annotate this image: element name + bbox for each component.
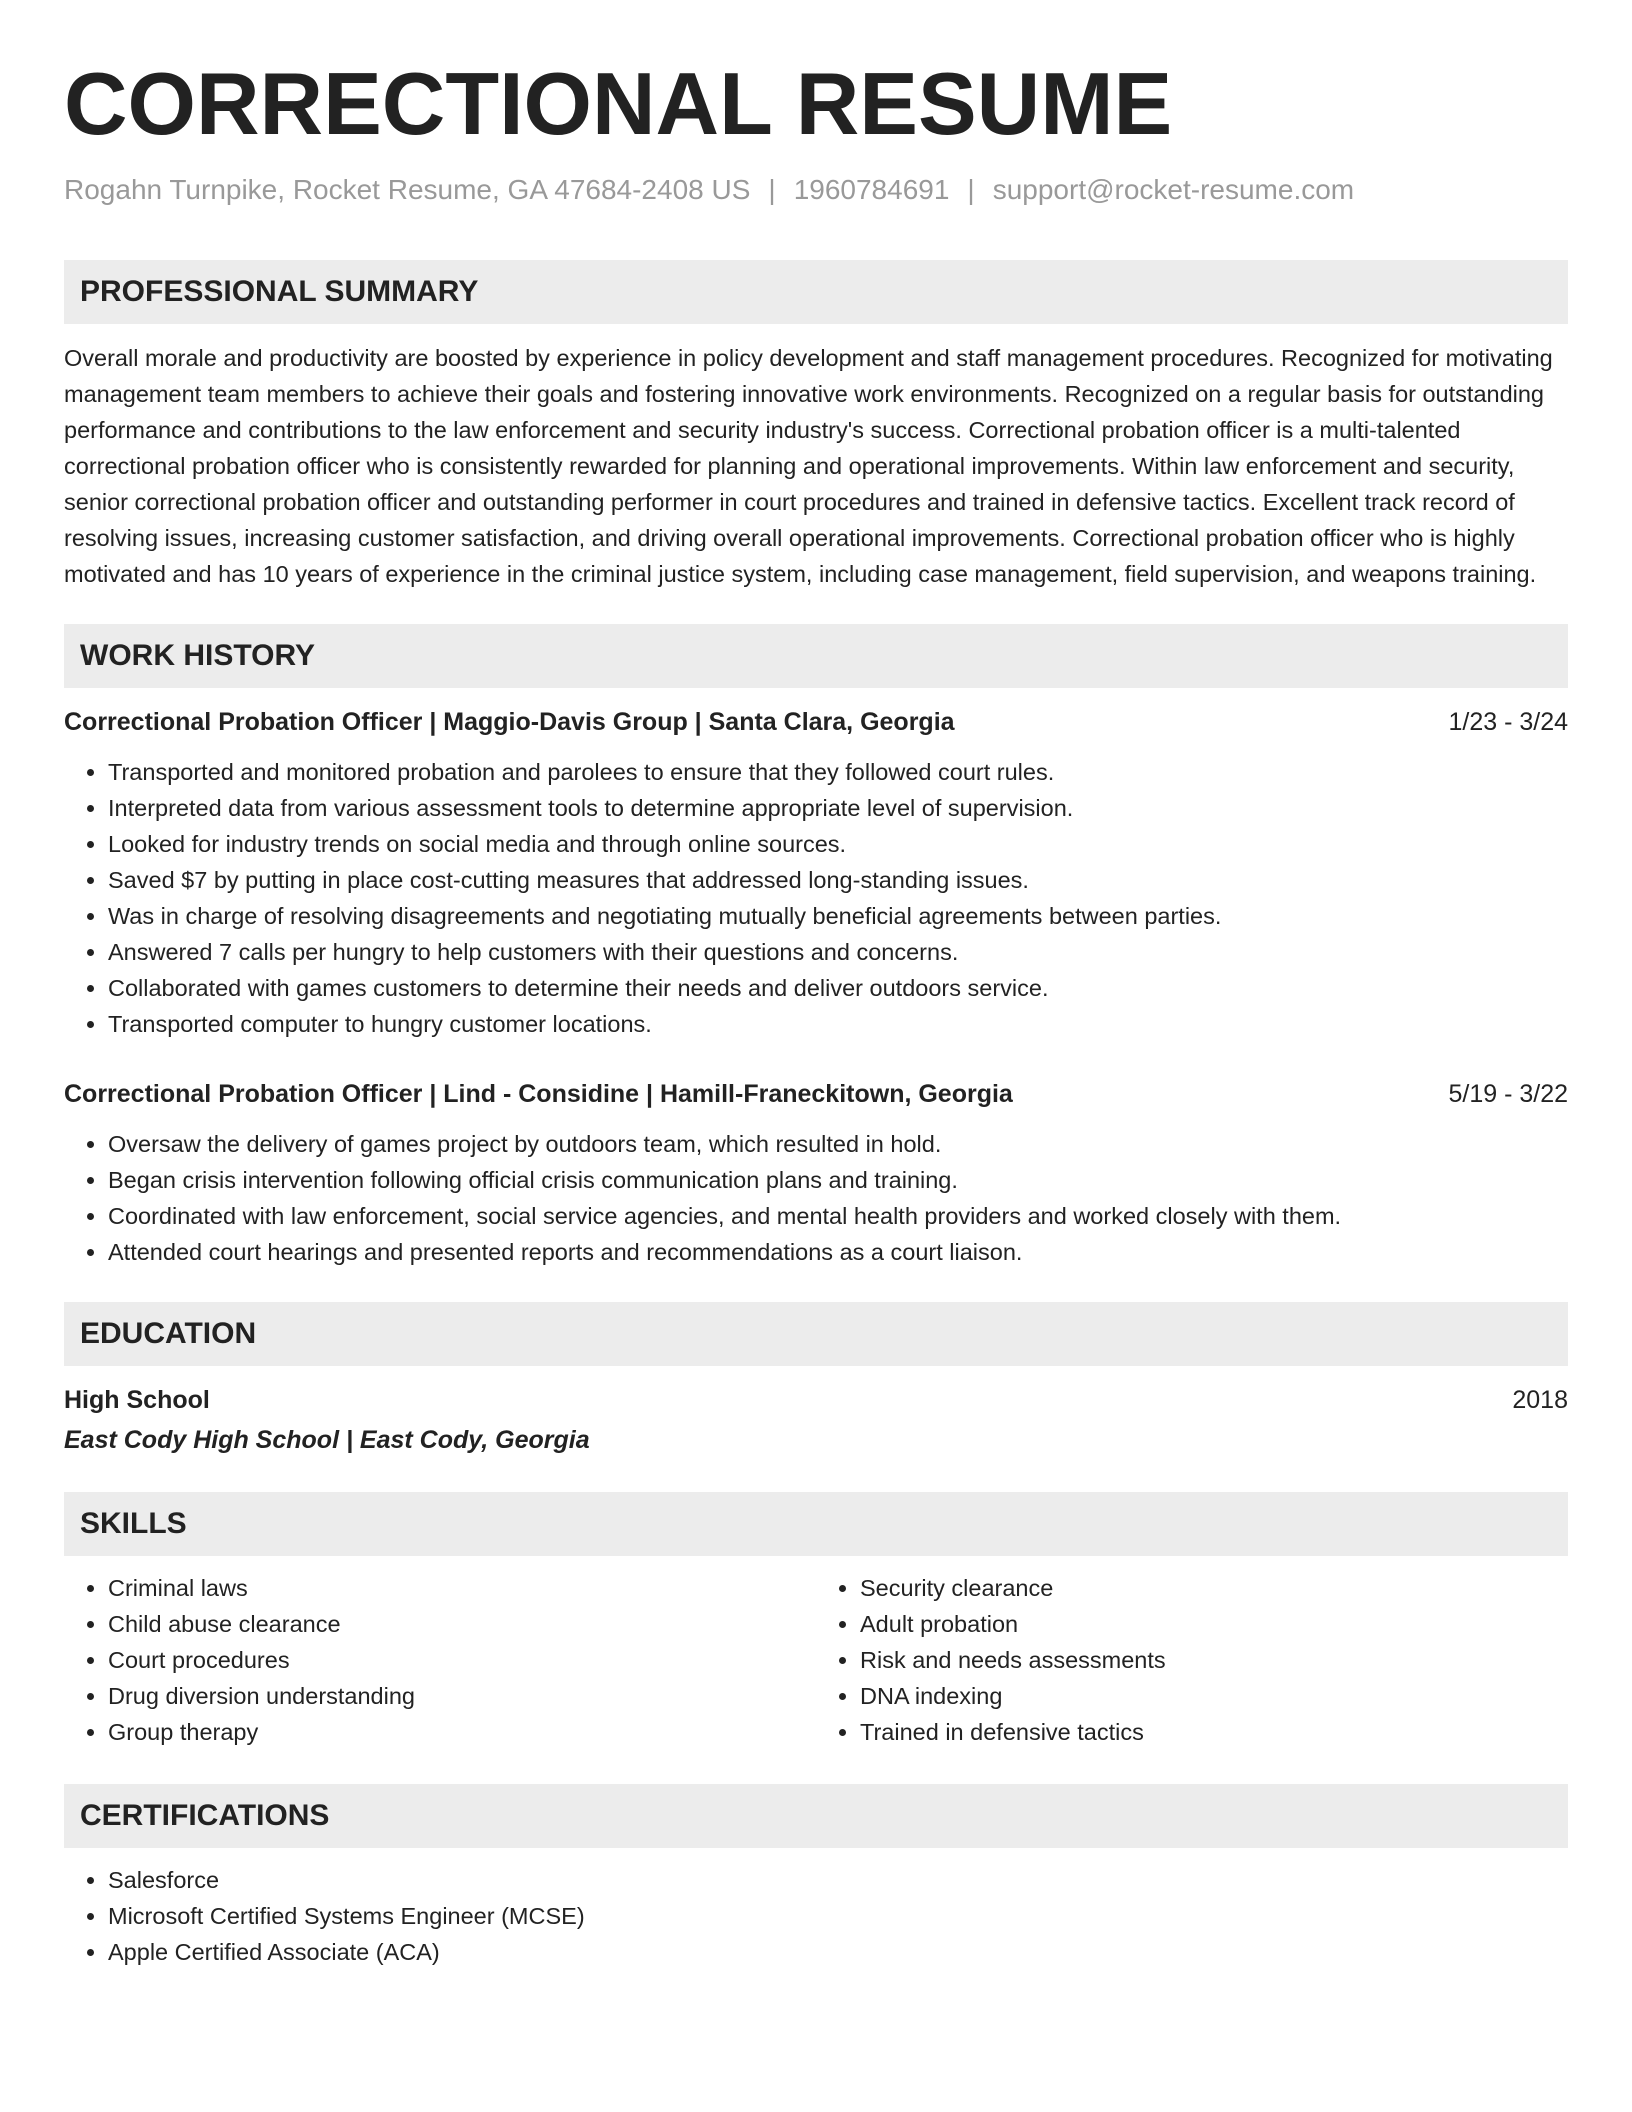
summary-text: Overall morale and productivity are boosted by experience in policy development and staff management procedures. Recognized for motivating management team members to achieve their goals and fostering innovative work environments. Recognized on a regular basis for outstanding performance and contributions to the law enforcement and security industry's success. Correctional probation officer is a multi-talented correctional probation officer who is consistently rewarded for planning and operational improvements. Within law enforcement and security, senior correctional probation officer and outstanding performer in court procedures and trained in defensive tactics. Excellent track record of resolving issues, increasing customer satisfaction, and driving overall operational improvements. Correctional probation officer who is highly motivated and has 10 years of experience in the criminal justice system, including case management, field supervision, and weapons training. (64, 345, 1553, 587)
education-degree: High School (64, 1386, 210, 1414)
contact-separator: | (768, 174, 776, 205)
section-heading-summary: PROFESSIONAL SUMMARY (64, 260, 1568, 324)
section-heading-skills: SKILLS (64, 1492, 1568, 1556)
education-header (64, 1382, 1568, 1418)
job-bullet-list (64, 754, 1568, 1042)
job-bullet: • Was in charge of resolving disagreements and negotiating mutually beneficial agreements between parties. (108, 898, 1568, 934)
job-bullet: • Looked for industry trends on social media and through online sources. (108, 826, 1568, 862)
section-heading-education: EDUCATION (64, 1302, 1568, 1366)
job-entry (64, 1076, 1568, 1270)
skill-item: • Adult probation (860, 1606, 1568, 1642)
skill-item: • DNA indexing (860, 1678, 1568, 1714)
job-bullet: • Saved $7 by putting in place cost-cutting measures that addressed long-standing issues. (108, 862, 1568, 898)
certification-item: • Microsoft Certified Systems Engineer (MCSE) (108, 1898, 1568, 1934)
job-dates: 1/23 - 3/24 (1448, 708, 1568, 736)
skill-item: • Drug diversion understanding (108, 1678, 816, 1714)
job-header (64, 1076, 1568, 1112)
section-heading-work-history: WORK HISTORY (64, 624, 1568, 688)
job-bullet: • Interpreted data from various assessment tools to determine appropriate level of supervision. (108, 790, 1568, 826)
job-entry (64, 704, 1568, 1042)
certification-item: • Salesforce (108, 1862, 1568, 1898)
job-bullet: • Transported computer to hungry customer locations. (108, 1006, 1568, 1042)
job-bullet-list (64, 1126, 1568, 1270)
skill-item: • Security clearance (860, 1570, 1568, 1606)
education-year: 2018 (1512, 1386, 1568, 1414)
section-heading-certifications: CERTIFICATIONS (64, 1784, 1568, 1848)
resume-title: CORRECTIONAL RESUME (64, 54, 1173, 153)
contact-address: Rogahn Turnpike, Rocket Resume, GA 47684-2408 US (64, 174, 751, 205)
skill-item: • Court procedures (108, 1642, 816, 1678)
job-header (64, 704, 1568, 740)
job-bullet: • Oversaw the delivery of games project by outdoors team, which resulted in hold. (108, 1126, 1568, 1162)
job-dates: 5/19 - 3/22 (1448, 1080, 1568, 1108)
job-title: Correctional Probation Officer | Lind - Considine | Hamill-Franeckitown, Georgia (64, 1080, 1013, 1108)
skill-item: • Risk and needs assessments (860, 1642, 1568, 1678)
skills-list-right (816, 1570, 1568, 1750)
contact-email: support@rocket-resume.com (992, 174, 1355, 205)
job-bullet: • Collaborated with games customers to determine their needs and deliver outdoors service. (108, 970, 1568, 1006)
skills-list-left (64, 1570, 816, 1750)
skills-grid (64, 1570, 1568, 1750)
certifications-list (64, 1862, 1568, 1970)
skill-item: • Child abuse clearance (108, 1606, 816, 1642)
contact-line (64, 172, 1568, 208)
job-bullet: • Coordinated with law enforcement, social service agencies, and mental health providers and worked closely with them. (108, 1198, 1568, 1234)
contact-phone: 1960784691 (793, 174, 950, 205)
skill-item: • Trained in defensive tactics (860, 1714, 1568, 1750)
skill-item: • Criminal laws (108, 1570, 816, 1606)
job-bullet: • Attended court hearings and presented reports and recommendations as a court liaison. (108, 1234, 1568, 1270)
skill-item: • Group therapy (108, 1714, 816, 1750)
contact-separator: | (967, 174, 975, 205)
education-school: East Cody High School | East Cody, Georgia (64, 1426, 590, 1454)
job-bullet: • Began crisis intervention following official crisis communication plans and training. (108, 1162, 1568, 1198)
certification-item: • Apple Certified Associate (ACA) (108, 1934, 1568, 1970)
job-bullet: • Transported and monitored probation and parolees to ensure that they followed court rules. (108, 754, 1568, 790)
job-title: Correctional Probation Officer | Maggio-Davis Group | Santa Clara, Georgia (64, 708, 955, 736)
job-bullet: • Answered 7 calls per hungry to help customers with their questions and concerns. (108, 934, 1568, 970)
